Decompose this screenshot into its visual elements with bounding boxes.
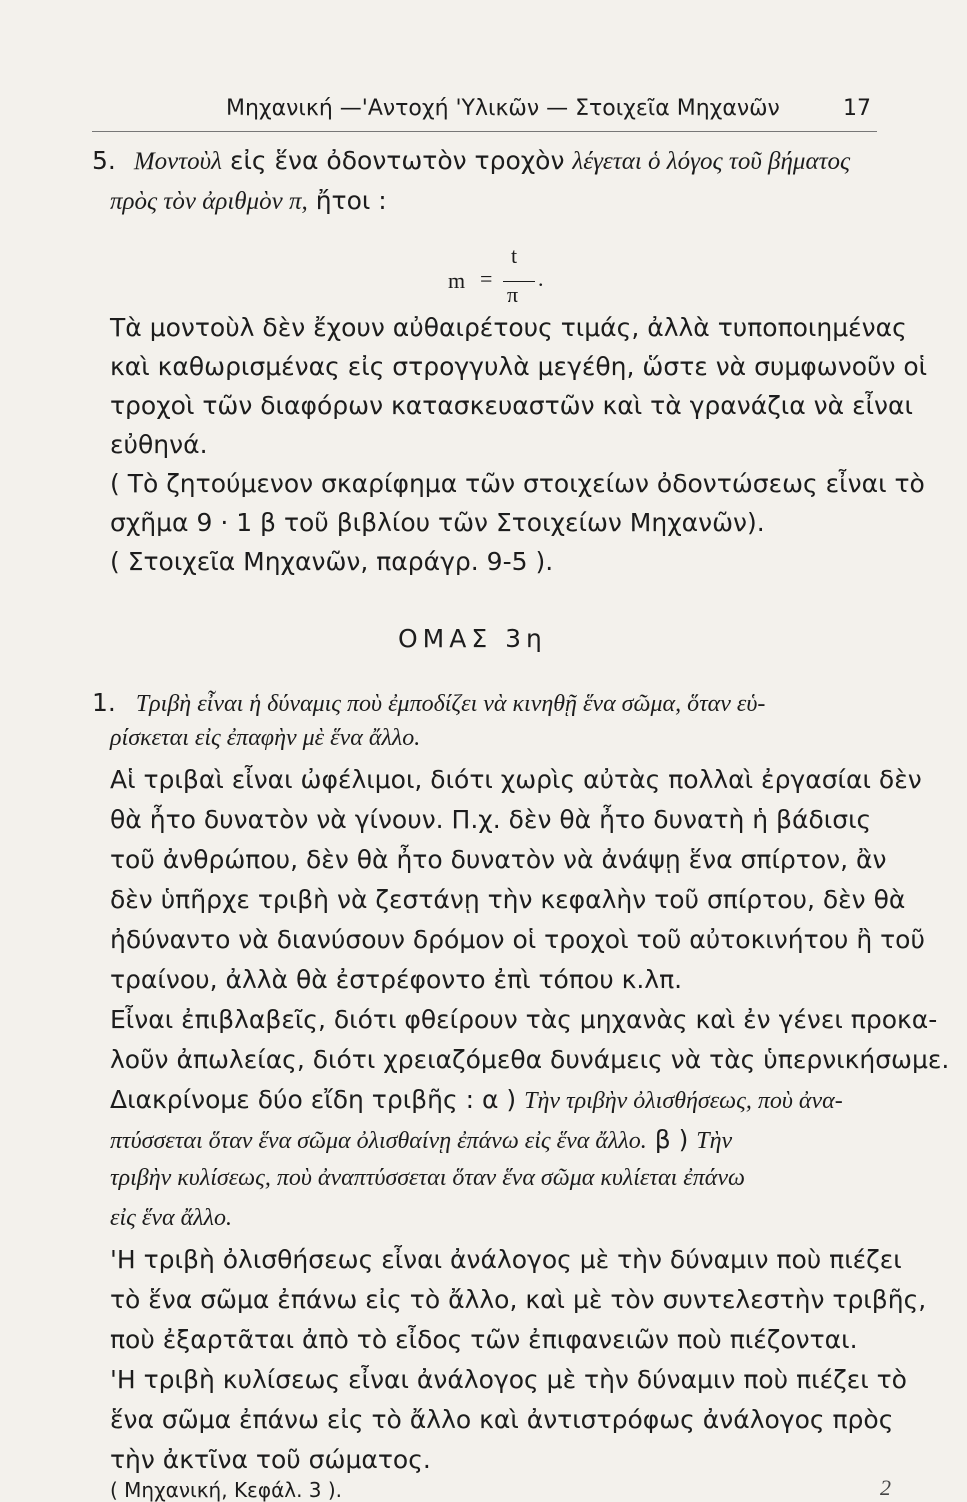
item1-text-line: ἕνα σῶμα ἐπάνω εἰς τὸ ἄλλο καὶ ἀντιστρόφως ἀνάλογος πρὸς [110, 1405, 894, 1434]
formula-equals: = [480, 266, 493, 291]
item1-text-line: 'Η τριβὴ ὀλισθήσεως εἶναι ἀνάλογος μὲ τὴν δύναμιν ποὺ πιέζει [110, 1245, 902, 1274]
item5-text-line: τροχοὶ τῶν διαφόρων κατασκευαστῶν καὶ τὰ γρανάζια νὰ εἶναι [110, 391, 913, 420]
item5-number: 5. [92, 146, 116, 175]
kinds-rolling-cont: εἰς ἕνα ἄλλο. [110, 1205, 232, 1231]
item5-text-line: ( Τὸ ζητούμενον σκαρίφημα τῶν στοιχείων ὀδοντώσεως εἶναι τὸ [110, 469, 925, 498]
item5-line2 [110, 186, 387, 216]
running-header: Μηχανική —'Αντοχή 'Υλικῶν — Στοιχεῖα Μηχανῶν [226, 96, 780, 121]
item1-text-line: 'Η τριβὴ κυλίσεως εἶναι ἀνάλογος μὲ τὴν δύναμιν ποὺ πιέζει τὸ [110, 1365, 907, 1394]
item1-text-line: τὸ ἕνα σῶμα ἐπάνω εἰς τὸ ἄλλο, καὶ μὲ τὸν συντελεστὴν τριβῆς, [110, 1285, 927, 1314]
header-rule [92, 131, 877, 132]
formula-period: . [538, 266, 544, 291]
item5-line1 [92, 146, 850, 176]
kinds-rolling: τριβὴν κυλίσεως, ποὺ ἀναπτύσσεται ὅταν ἕνα σῶμα κυλίεται ἐπάνω [110, 1165, 745, 1191]
page-number: 17 [843, 96, 871, 121]
item1-text-line: θὰ ἦτο δυνατὸν νὰ γίνουν. Π.χ. δὲν θὰ ἦτο δυνατὴ ἡ βάδισις [110, 805, 872, 834]
item1-text-line: Αἱ τριβαὶ εἶναι ὠφέλιμοι, διότι χωρὶς αὐτὰς πολλαὶ ἐργασίαι δὲν [110, 765, 922, 794]
item1-text-line: ἠδύναντο νὰ διανύσουν δρόμον οἱ τροχοὶ τοῦ αὐτοκινήτου ἢ τοῦ [110, 925, 925, 954]
formula-denominator: π [507, 282, 519, 307]
item1-reference: ( Μηχανική, Κεφάλ. 3 ). [110, 1478, 343, 1502]
item1-number: 1. [92, 688, 116, 717]
item1-text-line: τοῦ ἀνθρώπου, δὲν θὰ ἦτο δυνατὸν νὰ ἀνάψῃ ἕνα σπίρτον, ἂν [110, 845, 887, 874]
item5-line1-italic: λέγεται ὁ λόγος τοῦ βήματος [572, 148, 851, 175]
item5-text-line: Τὰ μοντοὺλ δὲν ἔχουν αὐθαιρέτους τιμάς, ἀλλὰ τυποποιημένας [110, 313, 907, 342]
item5-term: Μοντοὺλ [133, 148, 222, 175]
item1-text-line: ποὺ ἐξαρτᾶται ἀπὸ τὸ εἶδος τῶν ἐπιφανειῶν ποὺ πιέζονται. [110, 1325, 858, 1354]
item5-line2-italic: πρὸς τὸν ἀριθμὸν π, [110, 188, 308, 215]
item5-text-line: καὶ καθωρισμένας εἰς στρογγυλὰ μεγέθη, ὥστε νὰ συμφωνοῦν οἱ [110, 352, 928, 381]
item1-text-line: τραίνου, ἀλλὰ θὰ ἐστρέφοντο ἐπὶ τόπου κ.λπ. [110, 965, 683, 994]
item1-text-line: δὲν ὑπῆρχε τριβὴ νὰ ζεστάνῃ τὴν κεφαλὴν τοῦ σπίρτου, δὲν θὰ [110, 885, 906, 914]
item5-text-line: ( Στοιχεῖα Μηχανῶν, παράγρ. 9-5 ). [110, 547, 554, 576]
item5-text-line: εὐθηνά. [110, 430, 208, 459]
item1-kinds-line2 [110, 1125, 732, 1155]
item1-line1 [92, 688, 765, 718]
kinds-intro: Διακρίνομε δύο εἴδη τριβῆς : α ) [110, 1085, 517, 1114]
group-heading: ΟΜΑΣ 3η [398, 624, 547, 653]
item5-line1-text: εἰς ἕνα ὀδοντωτὸν τροχὸν [229, 146, 565, 175]
formula-numerator: t [511, 243, 518, 268]
item1-definition: Τριβὴ εἶναι ἡ δύναμις ποὺ ἐμποδίζει νὰ κινηθῇ ἕνα σῶμα, ὅταν εὑ- [135, 691, 766, 717]
item1-kinds-line1 [110, 1085, 843, 1115]
item1-definition-cont: ρίσκεται εἰς ἐπαφὴν μὲ ἕνα ἄλλο. [110, 725, 421, 751]
item1-text-line: λοῦν ἀπωλείας, διότι χρειαζόμεθα δυνάμεις νὰ τὰς ὑπερνικήσωμε. [110, 1045, 950, 1074]
kinds-b-marker: β ) [654, 1125, 689, 1154]
signature-mark: 2 [880, 1475, 891, 1500]
item1-text-line: τὴν ἀκτῖνα τοῦ σώματος. [110, 1445, 431, 1474]
kinds-rolling-start: Τὴν [696, 1128, 733, 1154]
kinds-sliding: Τὴν τριβὴν ὀλισθήσεως, ποὺ ἀνα- [524, 1088, 843, 1114]
formula-lhs: m [448, 268, 466, 293]
item1-text-line: Εἶναι ἐπιβλαβεῖς, διότι φθείρουν τὰς μηχανὰς καὶ ἐν γένει προκα- [110, 1005, 938, 1034]
kinds-sliding-cont: πτύσσεται ὅταν ἕνα σῶμα ὀλισθαίνῃ ἐπάνω εἰς ἕνα ἄλλο. [110, 1128, 647, 1154]
item5-line2-text: ἤτοι : [315, 186, 387, 215]
item5-text-line: σχῆμα 9 · 1 β τοῦ βιβλίου τῶν Στοιχείων Μηχανῶν). [110, 508, 765, 537]
